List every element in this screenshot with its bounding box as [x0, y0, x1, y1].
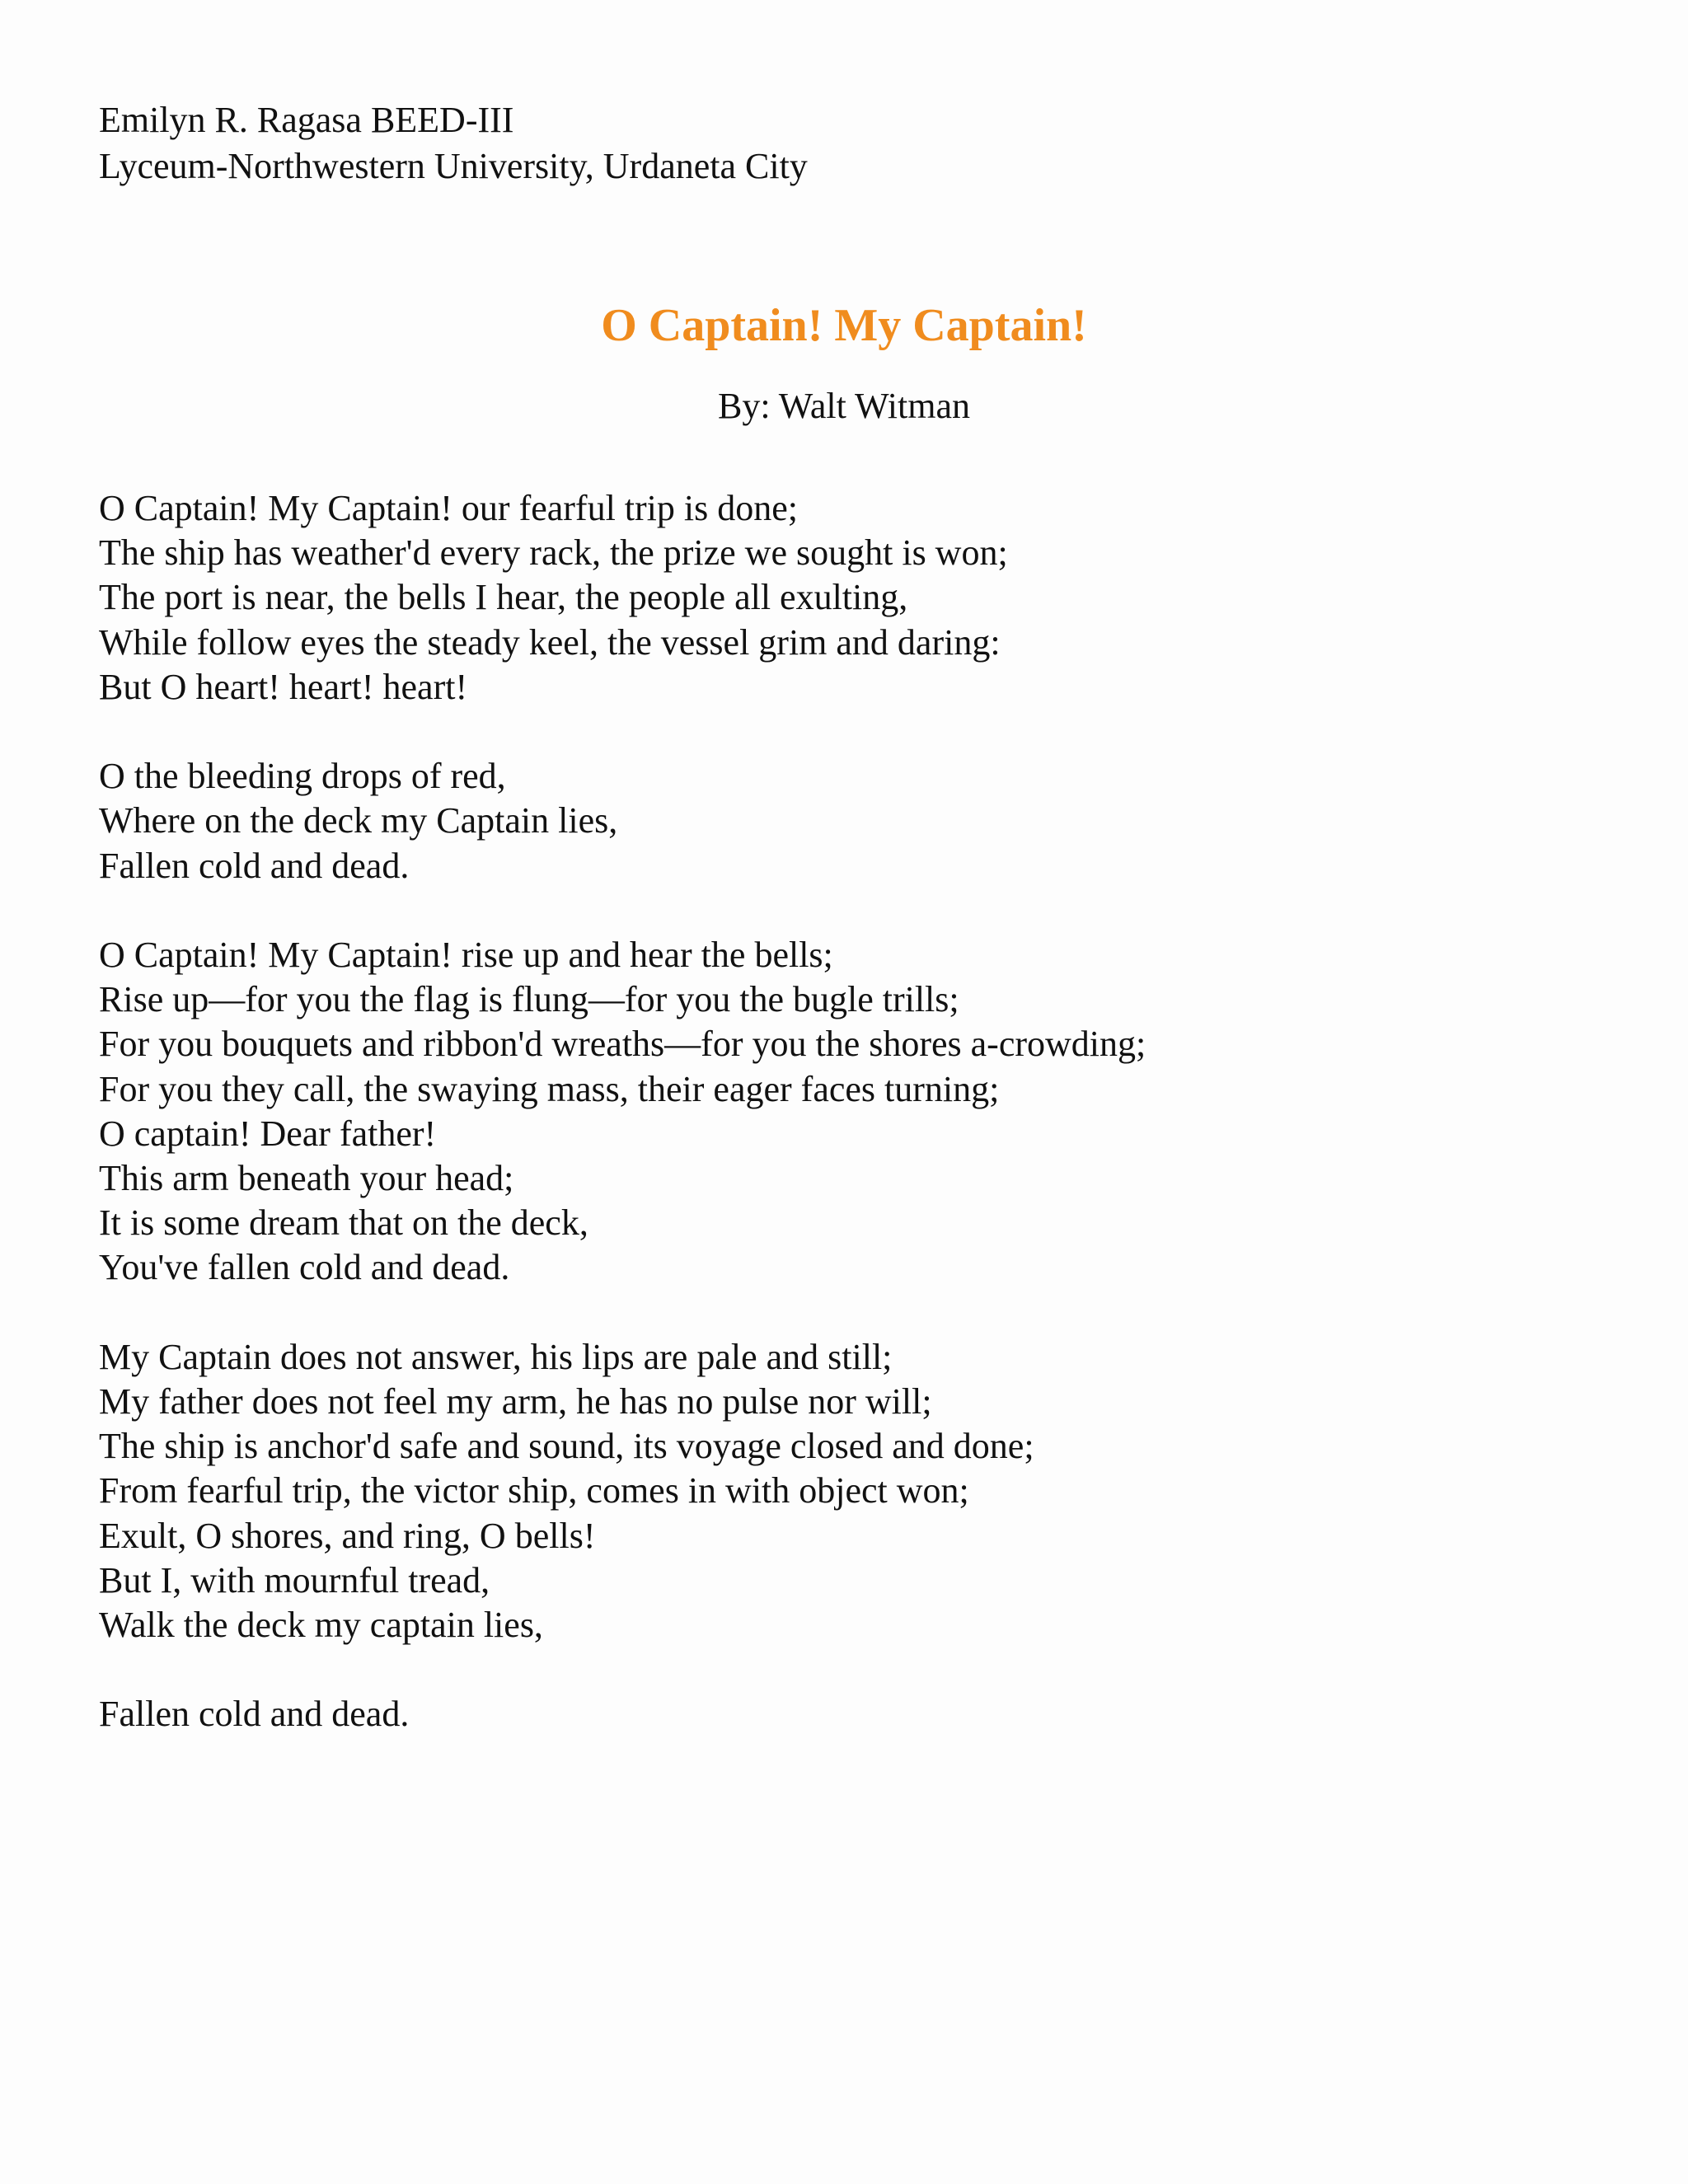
poem-line: This arm beneath your head;	[99, 1158, 514, 1199]
poem-line: Exult, O shores, and ring, O bells!	[99, 1515, 596, 1556]
poem-line: While follow eyes the steady keel, the vessel grim and daring:	[99, 621, 1001, 663]
poem-line: Rise up—for you the flag is flung—for you the bugle trills;	[99, 979, 959, 1020]
poem-line: Fallen cold and dead.	[99, 1694, 410, 1735]
poem-line: My Captain does not answer, his lips are pale and still;	[99, 1336, 893, 1377]
author-header	[99, 97, 1500, 190]
poem-line: O Captain! My Captain! rise up and hear the bells;	[99, 935, 833, 975]
stanza-1	[99, 486, 1582, 710]
poem-line: You've fallen cold and dead.	[99, 1247, 510, 1288]
poem-line: For you bouquets and ribbon'd wreaths—for you the shores a-crowding;	[99, 1024, 1146, 1065]
author-name-line: Emilyn R. Ragasa BEED-III	[99, 100, 514, 140]
poem-line: O captain! Dear father!	[99, 1113, 437, 1154]
poem-line: Where on the deck my Captain lies,	[99, 800, 618, 841]
stanza-3	[99, 933, 1582, 1291]
poem-line: The ship has weather'd every rack, the prize we sought is won;	[99, 532, 1008, 574]
poem-line: O the bleeding drops of red,	[99, 756, 506, 797]
poem-line: But O heart! heart! heart!	[99, 666, 468, 707]
poem-title: O Captain! My Captain!	[601, 300, 1087, 351]
poem-line: For you they call, the swaying mass, their eager faces turning;	[99, 1068, 1000, 1109]
poem-body	[99, 486, 1582, 1782]
poem-line: Fallen cold and dead.	[99, 845, 410, 886]
stanza-2	[99, 754, 1582, 888]
poem-line: Walk the deck my captain lies,	[99, 1605, 543, 1646]
poem-line: From fearful trip, the victor ship, comes in with object won;	[99, 1470, 969, 1511]
poem-line: The port is near, the bells I hear, the people all exulting,	[99, 577, 908, 618]
poem-line: The ship is anchor'd safe and sound, its voyage closed and done;	[99, 1426, 1034, 1467]
poem-line: O Captain! My Captain! our fearful trip is done;	[99, 488, 799, 528]
stanza-4	[99, 1335, 1582, 1647]
stanza-5	[99, 1692, 1582, 1736]
poem-line: It is some dream that on the deck,	[99, 1202, 588, 1244]
poem-line: My father does not feel my arm, he has no pulse nor will;	[99, 1381, 932, 1422]
poem-byline: By: Walt Witman	[718, 386, 970, 426]
school-name-line: Lyceum-Northwestern University, Urdaneta City	[99, 146, 808, 186]
poem-line: But I, with mournful tread,	[99, 1559, 490, 1601]
